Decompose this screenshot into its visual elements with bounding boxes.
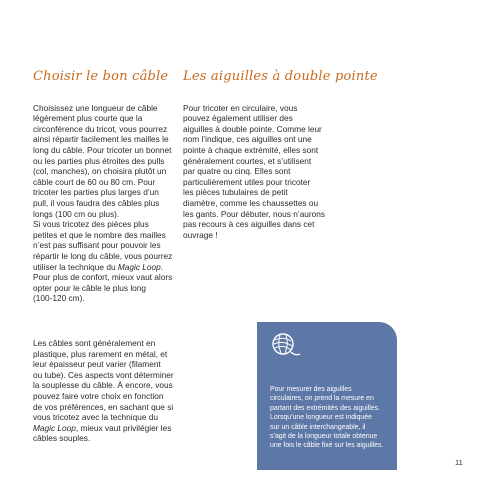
left-paragraph-1 [33,103,179,304]
left-p2-text-end: , mieux vaut privilégier les câbles souples. [33,422,172,444]
left-p1-text: Choisissez une longueur de câble légèrement plus courte que la circonférence du tricot, vous pourrez ainsi répartir facilement les mailles le long du câble. Pour tricoter un bonnet ou les parties plus étroites des pulls (col, manches), on choisira plutôt un câble court de 60 ou 80 cm. Pour tricoter les parties plus larges d’un pull, il vous faudra des câbles plus longs (100 cm ou plus). Si vous tricotez des pièces plus petites et que le nombre des mailles n’est pas suffisant pour pouvoir les répartir le long du câble, vous pourrez utiliser la technique du [33,102,173,272]
right-column [183,92,335,262]
right-heading: Les aiguilles à double pointe [183,69,378,84]
tip-box [257,322,397,470]
page-number: 11 [455,458,463,467]
left-p2-text: Les câbles sont généralement en plastique, plus rarement en métal, et leur épaisseur peut varier (filament ou tube). Ces aspects vont déterminer la souplesse du câble. À encore, vous pouvez faire votre choix en fonction de vos préférences, en sachant que si vous tricotez avec la technique du [33,338,174,423]
left-p1-text-end: . Pour plus de confort, mieux vaut alors opter pour le câble le plus long (100-120 cm). [33,261,173,304]
left-p1-italic: Magic Loop [117,261,161,272]
right-paragraph: Pour tricoter en circulaire, vous pouvez également utiliser des aiguilles à double pointe. Comme leur nom l’indique, ces aiguilles ont une pointe à chaque extrémité, elles sont généralement courtes, et s’utilisent par quatre ou cinq. Elles sont particulièrement utiles pour tricoter les pièces tubulaires de petit diamètre, comme les chaussettes ou les gants. Pour débuter, nous n’aurons pas recours à ces aiguilles dans cet ouvrage ! [183,102,326,240]
left-p2-italic: Magic Loop [33,422,76,433]
tip-text: Pour mesurer des aiguilles circulaires, on prend la mesure en partant des extrémités des aiguilles. Lorsqu’une longueur est indiquée sur un câble interchangeable, il s’agit de la longueur totale obtenue une fois le câble fixé sur les aiguilles. [270,386,384,450]
left-paragraph-2 [33,338,179,444]
left-heading: Choisir le bon câble [33,69,169,84]
yarn-ball-icon [271,332,301,358]
left-column [33,92,179,465]
